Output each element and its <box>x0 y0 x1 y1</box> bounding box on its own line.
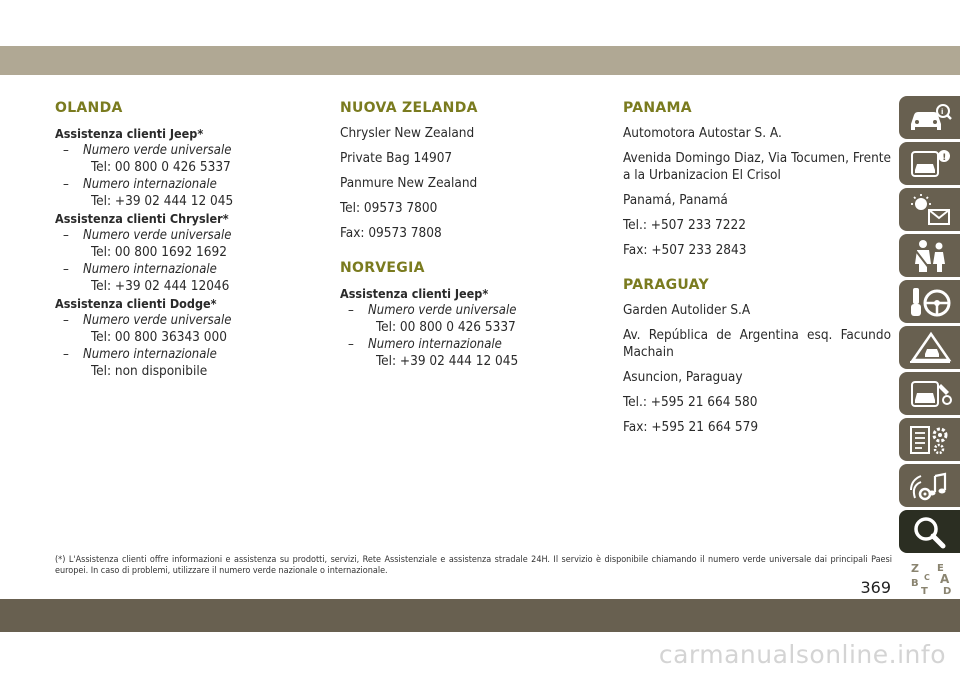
tab-lights-message[interactable] <box>899 188 960 231</box>
dash-glyph: – <box>348 337 354 352</box>
dash-glyph: – <box>63 262 69 277</box>
group-label: Assistenza clienti Jeep* <box>55 126 204 141</box>
group-jeep <box>55 125 325 210</box>
address-line: Chrysler New Zealand <box>340 125 475 141</box>
top-band <box>0 46 960 75</box>
search-index-icon <box>907 514 953 550</box>
tab-roadside-warning[interactable] <box>899 326 960 369</box>
phone-number: Tel: 00 800 0 426 5337 <box>376 319 516 335</box>
dash-glyph: – <box>63 313 69 328</box>
tab-specs[interactable] <box>899 418 960 461</box>
tab-car-warning[interactable] <box>899 142 960 185</box>
fax-line: Fax: +595 21 664 579 <box>623 419 759 435</box>
car-info-icon <box>907 100 953 136</box>
lights-message-icon <box>907 192 953 228</box>
service-kind: – Numero verde universale <box>63 228 232 243</box>
tab-car-service[interactable] <box>899 372 960 415</box>
svg-text:A: A <box>939 571 949 586</box>
dash-glyph: – <box>63 347 69 362</box>
tab-search-index[interactable] <box>899 510 960 553</box>
tab-alphabet-index[interactable] <box>899 556 960 599</box>
footnote: (*) L'Assistenza clienti offre informazioni e assistenza su prodotti, servizi, Rete Assistenziale e assistenza stradale 24H. Il servizio è disponibile chiamando il numero verde universale dai principali Paesi europei. In caso di problemi, utilizzare il numero verde nazionale o internazionale. <box>55 555 892 576</box>
svg-text:C: C <box>923 572 930 582</box>
address-line: Automotora Autostar S. A. <box>623 125 782 141</box>
group-label: Assistenza clienti Chrysler* <box>55 211 229 226</box>
phone-number: Tel: +39 02 444 12 045 <box>91 193 234 209</box>
group-label: Assistenza clienti Dodge* <box>55 296 217 311</box>
svg-text:i: i <box>940 107 943 116</box>
phone-line: Tel.: +595 21 664 580 <box>623 394 758 410</box>
safety-seatbelt-icon <box>907 238 953 274</box>
tab-safety[interactable] <box>899 234 960 277</box>
phone-number: Tel: 00 800 1692 1692 <box>91 244 227 260</box>
car-warning-icon <box>907 146 953 182</box>
car-service-icon <box>907 376 953 412</box>
phone-number: Tel: 00 800 36343 000 <box>91 329 227 345</box>
tab-car-info[interactable] <box>899 96 960 139</box>
svg-text:D: D <box>942 585 951 596</box>
phone-number: Tel: 00 800 0 426 5337 <box>91 159 231 175</box>
address-line: Av. República de Argentina esq. Facundo Machain <box>623 327 891 360</box>
address-line: Garden Autolider S.A <box>623 302 751 318</box>
group-label: Assistenza clienti Jeep* <box>340 286 489 301</box>
specs-gear-icon <box>907 422 953 458</box>
address-line: Panamá, Panamá <box>623 192 728 208</box>
column-olanda <box>55 100 325 380</box>
address-line: Asuncion, Paraguay <box>623 369 743 385</box>
group-dodge <box>55 295 325 380</box>
heading-nuova-zelanda: NUOVA ZELANDA <box>340 100 478 116</box>
fax-line: Fax: 09573 7808 <box>340 225 442 241</box>
svg-text:E: E <box>936 562 944 574</box>
group-jeep <box>340 285 605 370</box>
heading-norvegia: NORVEGIA <box>340 260 425 276</box>
roadside-warning-icon <box>907 330 953 366</box>
phone-number: Tel: non disponibile <box>91 363 208 379</box>
phone-number: Tel: +39 02 444 12046 <box>91 278 230 294</box>
phone-line: Tel: 09573 7800 <box>340 200 438 216</box>
svg-text:!: ! <box>941 152 946 163</box>
service-kind: – Numero verde universale <box>63 143 232 158</box>
phone-number: Tel: +39 02 444 12 045 <box>376 353 519 369</box>
address-line: Avenida Domingo Diaz, Via Tocumen, Frente a la Urbanizacion El Crisol <box>623 150 891 183</box>
column-nuova-zelanda-norvegia <box>340 100 605 370</box>
svg-text:Z: Z <box>910 561 919 575</box>
column-panama-paraguay <box>623 100 891 444</box>
heading-paraguay: PARAGUAY <box>623 277 709 293</box>
tab-key-steering[interactable] <box>899 280 960 323</box>
phone-line: Tel.: +507 233 7222 <box>623 217 746 233</box>
service-kind: – Numero internazionale <box>348 337 502 352</box>
watermark: carmanualsonline.info <box>658 640 946 669</box>
dash-glyph: – <box>63 143 69 158</box>
dash-glyph: – <box>63 177 69 192</box>
svg-text:T: T <box>920 585 928 596</box>
address-line: Panmure New Zealand <box>340 175 478 191</box>
tab-multimedia[interactable] <box>899 464 960 507</box>
key-steering-icon <box>907 284 953 320</box>
group-chrysler <box>55 210 325 295</box>
page-number: 369 <box>860 578 891 597</box>
svg-text:B: B <box>910 577 919 589</box>
multimedia-icon <box>907 468 953 504</box>
dash-glyph: – <box>63 228 69 243</box>
service-kind: – Numero internazionale <box>63 347 217 362</box>
bottom-band <box>0 599 960 632</box>
address-line: Private Bag 14907 <box>340 150 453 166</box>
service-kind: – Numero internazionale <box>63 177 217 192</box>
heading-olanda: OLANDA <box>55 100 123 116</box>
alphabet-index-icon <box>907 560 953 596</box>
heading-panama: PANAMA <box>623 100 692 116</box>
dash-glyph: – <box>348 303 354 318</box>
service-kind: – Numero verde universale <box>348 303 517 318</box>
fax-line: Fax: +507 233 2843 <box>623 242 747 258</box>
service-kind: – Numero verde universale <box>63 313 232 328</box>
chapter-tabs <box>899 96 960 602</box>
service-kind: – Numero internazionale <box>63 262 217 277</box>
